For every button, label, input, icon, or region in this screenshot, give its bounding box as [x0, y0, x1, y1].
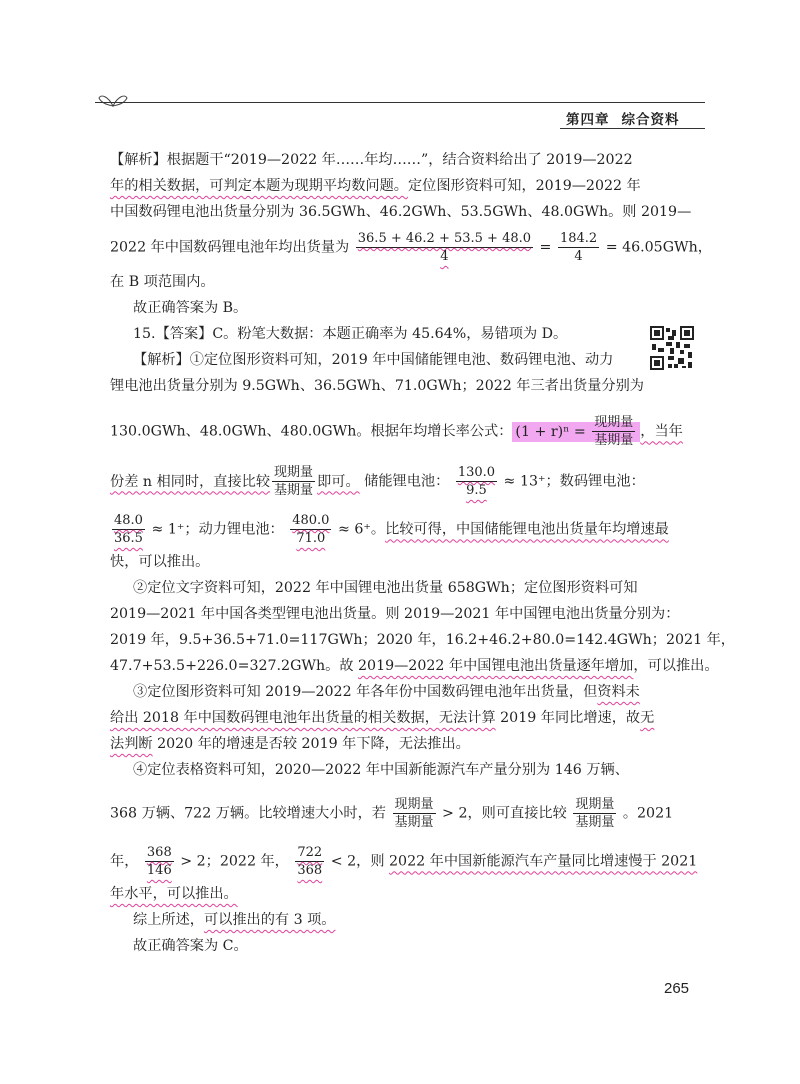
fraction-denominator: 36.5	[114, 531, 143, 546]
answer-line: 故正确答案为 C。	[133, 938, 248, 954]
text-span: 2019—2022 年中国锂电池出货量逐年增加	[358, 658, 634, 674]
text-span: 比较可得，中国储能锂电池出货量年均增速最	[385, 521, 669, 538]
fraction	[145, 844, 174, 879]
chapter-section: 综合资料	[621, 112, 680, 128]
fraction-denominator: 9.5	[466, 483, 487, 498]
text-span: > 2，则可直接比较	[442, 805, 567, 822]
text-line	[110, 464, 645, 499]
fraction-denominator: 基期量	[274, 483, 314, 498]
text-line	[110, 376, 644, 396]
fraction	[295, 844, 324, 879]
fraction-numerator: 48.0	[114, 513, 143, 528]
text-line	[110, 512, 669, 547]
text-line	[133, 910, 336, 930]
text-line	[110, 656, 719, 676]
text-span: 锂电池出货量分别为 9.5GWh、36.5GWh、71.0GWh；2022 年三者出货量分别为	[110, 378, 644, 394]
text-line	[110, 796, 673, 831]
fraction	[272, 464, 315, 499]
text-line	[110, 708, 654, 728]
text-line	[110, 272, 215, 292]
fraction	[592, 414, 635, 449]
text-line	[110, 202, 691, 222]
text-span: 130.0GWh、48.0GWh、480.0GWh。根据年均增长率公式：	[110, 423, 513, 440]
text-span: ≈ 13⁺；数码锂电池：	[503, 473, 645, 490]
fraction-numerator: 722	[297, 845, 323, 860]
fraction-numerator: 130.0	[457, 465, 496, 480]
text-span: 2019—2021 年中国各类型锂电池出货量。则 2019—2021 年中国锂电池出货量分别为：	[110, 606, 680, 622]
text-line	[110, 176, 641, 196]
fraction-numerator: 现期量	[394, 797, 434, 812]
text-span: 年，	[110, 853, 139, 870]
text-span: 储能锂电池：	[364, 473, 450, 490]
text-span: 年水平，可以推出。	[110, 886, 238, 902]
text-line	[110, 630, 735, 650]
fraction	[356, 230, 533, 265]
fraction-numerator: 现期量	[575, 797, 615, 812]
text-line	[133, 936, 248, 956]
fraction-numerator: 368	[146, 845, 172, 860]
text-line	[110, 552, 209, 572]
equals-sign: =	[539, 239, 552, 256]
fraction-denominator: 146	[146, 863, 172, 878]
text-span: = 46.05GWh，	[605, 239, 712, 256]
text-span: < 2，则	[330, 853, 390, 870]
formula-left: (1 + r)ⁿ =	[515, 423, 586, 440]
page-number: 265	[664, 980, 690, 997]
text-line	[133, 578, 638, 598]
text-line	[110, 150, 633, 170]
header-rule	[95, 102, 705, 103]
text-line	[133, 682, 640, 702]
text-span: 给出 2018 年中国数码锂电池年出货量的相关数据，无法计算	[110, 710, 496, 726]
text-line	[133, 298, 247, 318]
text-span: 在 B 项范围内。	[110, 274, 215, 290]
fraction-numerator: 现期量	[594, 415, 634, 430]
chapter-number: 第四章	[566, 112, 610, 128]
text-span: 可以推出的有 3 项。	[203, 912, 336, 928]
text-span: 快，可以推出。	[110, 554, 210, 570]
text-span: 法判断	[110, 736, 153, 752]
text-span: 即可。	[317, 473, 360, 490]
text-span: ②定位文字资料可知，2022 年中国锂电池出货量 658GWh；定位图形资料可知	[133, 580, 638, 596]
fraction-denominator: 基期量	[575, 815, 615, 830]
text-span: 2019 年，9.5+36.5+71.0=117GWh；2020 年，16.2+46.2+80.0=142.4GWh；2021 年，	[110, 632, 735, 648]
text-span: ≈ 1⁺；动力锂电池：	[151, 521, 284, 538]
text-span: 2022 年中国数码锂电池年均出货量为	[110, 239, 350, 256]
text-span: ≈ 6⁺。	[337, 521, 386, 538]
text-span: > 2；2022 年，	[180, 853, 289, 870]
text-span: ④定位表格资料可知，2020—2022 年中国新能源汽车产量分别为 146 万辆、	[133, 762, 629, 778]
fraction-denominator: 4	[574, 249, 583, 264]
text-span: 综上所述，	[133, 912, 204, 928]
text-span: 资料未	[597, 684, 640, 700]
text-span: 中国数码锂电池出货量分别为 36.5GWh、46.2GWh、53.5GWh、48.0GWh。则 2019—	[110, 204, 692, 220]
text-line	[133, 324, 567, 344]
fraction-numerator: 480.0	[292, 513, 330, 528]
text-span: 无	[640, 710, 655, 726]
leaf-icon	[98, 90, 128, 108]
text-line	[110, 230, 712, 265]
chapter-title	[566, 108, 680, 128]
header-rule-short	[560, 128, 705, 129]
conclusion-text: 年的相关数据，可判定本题为现期平均数问题。	[110, 178, 408, 194]
fraction	[290, 512, 331, 547]
text-line	[110, 734, 470, 754]
text-span: 份差 n 相同时，直接比较	[110, 473, 271, 490]
text-span: 【解析】①定位图形资料可知，2019 年中国储能锂电池、数码锂电池、动力	[133, 352, 614, 368]
answer-line: 故正确答案为 B。	[133, 300, 248, 316]
qr-code-icon[interactable]	[650, 326, 694, 370]
underlined-text	[110, 465, 360, 498]
growth-formula-highlight	[512, 415, 640, 448]
fraction-numerator: 现期量	[274, 465, 314, 480]
fraction-denominator: 基期量	[594, 433, 634, 448]
text-span: 。2021	[622, 805, 674, 822]
fraction-denominator: 71.0	[296, 531, 326, 546]
text-span: 368 万辆、722 万辆。比较增速大小时，若	[110, 805, 386, 822]
text-line	[133, 350, 613, 370]
fraction-denominator: 基期量	[394, 815, 434, 830]
text-line	[110, 844, 697, 879]
fraction	[393, 796, 436, 831]
fraction-numerator: 36.5 + 46.2 + 53.5 + 48.0	[357, 231, 532, 246]
text-span: 2020 年的增速是否较 2019 年下降，无法推出。	[152, 736, 470, 752]
text-span: ，可以推出。	[633, 658, 719, 674]
fraction	[456, 464, 497, 499]
text-span: ③定位图形资料可知 2019—2022 年各年份中国数码锂电池年出货量，但	[133, 684, 598, 700]
text-line	[110, 884, 238, 904]
text-span: 2019 年同比增速，故	[495, 710, 641, 726]
text-line	[110, 604, 679, 624]
text-span: 定位图形资料可知，2019—2022 年	[407, 178, 641, 194]
fraction-numerator: 184.2	[559, 231, 598, 246]
fraction	[558, 230, 599, 265]
text-span: 2022 年中国新能源汽车产量同比增速慢于 2021	[389, 853, 698, 870]
answer-heading: 15.【答案】C。粉笔大数据：本题正确率为 45.64%，易错项为 D。	[133, 326, 568, 342]
fraction-denominator: 4	[440, 249, 449, 264]
fraction	[573, 796, 616, 831]
fraction	[112, 512, 145, 547]
text-span: ，当年	[640, 423, 683, 440]
text-line	[110, 414, 683, 449]
text-span: 47.7+53.5+226.0=327.2GWh。故	[110, 658, 359, 674]
text-line	[133, 760, 629, 780]
analysis-intro: 【解析】根据题干“2019—2022 年……年均……”，结合资料给出了 2019—2022	[110, 152, 633, 168]
fraction-denominator: 368	[297, 863, 323, 878]
